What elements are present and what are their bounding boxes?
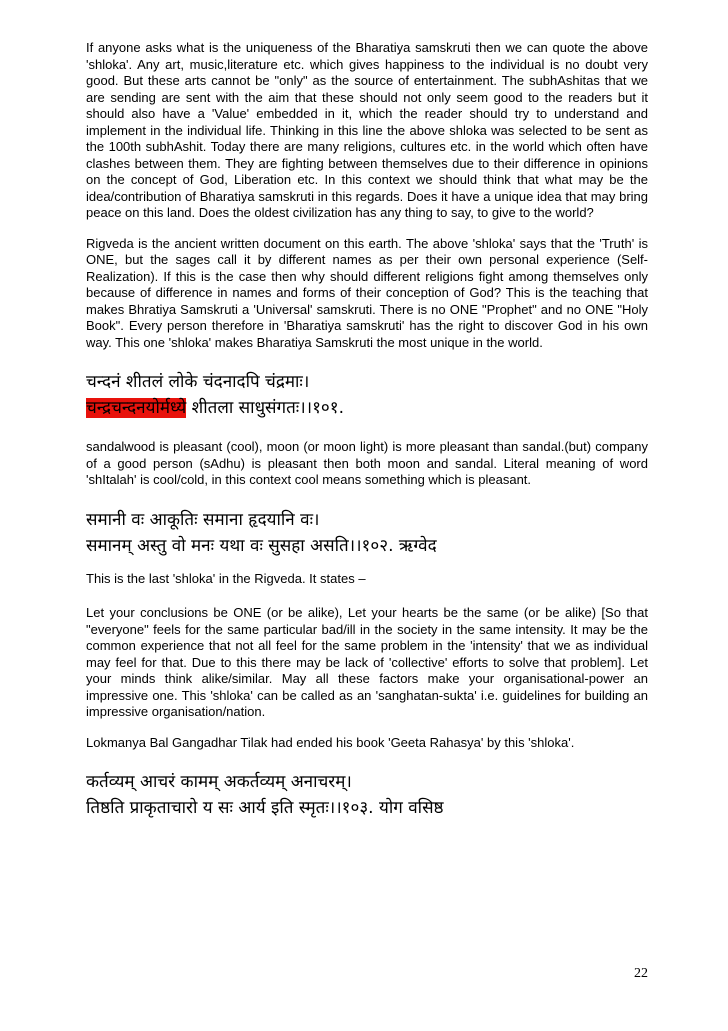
paragraph-last-shloka: This is the last 'shloka' in the Rigveda. It states – bbox=[86, 570, 366, 586]
shloka-102-line-1: समानी वः आकूतिः समाना हृदयानि वः। bbox=[86, 509, 320, 530]
paragraph-uniqueness: If anyone asks what is the uniqueness of the Bharatiya samskruti then we can quote the above 'shloka'. Any art, music,literature etc. which gives happiness to the individual is no doubt very good. But these arts cannot be "only" as the source of entertainment. The subhAshitas that we are sending are sent with the aim that these should not only seem good to the readers but it should also have a 'Value' embedded in it, which the reader should try to understand and implement in the individual life. Thinking in this line the above shloka was selected to be sent as the 100th subhAshit. Today there are many religions, cultures etc. in the world which often have clashes between them. They are fighting between themselves due to their difference in opinions on the concept of God, Liberation etc. In this context we should think that what may be the idea/contribution of Bharatiya samskruti in this regards. Does it have a unique idea that may bring peace on this land. Does the oldest civilization has any thing to say, to give to the world? bbox=[86, 40, 648, 220]
shloka-101-line-2-rest: शीतला साधुसंगतः।।१०१. bbox=[186, 398, 345, 418]
shloka-102-line-2: समानम् अस्तु वो मनः यथा वः सुसहा असति।।१०२. ऋग्वेद bbox=[86, 535, 437, 556]
shloka-101-line-2 bbox=[86, 395, 648, 421]
shloka-101-highlighted-phrase: चन्द्रचन्दनयोर्मध्ये bbox=[86, 398, 187, 418]
page-number: 22 bbox=[634, 966, 648, 981]
shloka-101-line-1: चन्दनं शीतलं लोके चंदनादपि चंद्रमाः। bbox=[86, 372, 310, 392]
shloka-103-line-2: तिष्ठति प्राकृताचारो य सः आर्य इति स्मृतः।।१०३. योग वसिष्ठ bbox=[86, 798, 444, 818]
paragraph-sandalwood: sandalwood is pleasant (cool), moon (or moon light) is more pleasant than sandal.(but) company of a good person (sAdhu) is pleasant then both moon and sandal. Literal meaning of word 'shItalah' is cool/cold, in this context cool means something which is pleasant. bbox=[86, 439, 648, 487]
paragraph-conclusions: Let your conclusions be ONE (or be alike), Let your hearts be the same (or be alike) [So that "everyone" feels for the same particular bad/ill in the society in the same intensity. It may be the common experience that not all feel for the same problem in the 'intensity' that we as individual may feel for that. Due to this there may be lack of 'collective' efforts to solve that problem]. Let your minds think alike/similar. May all these factors make your organisational-power an impressive one. This 'shloka' can be called as an 'sanghatan-sukta' i.e. guidelines for building an impressive organisation/nation. bbox=[86, 605, 648, 719]
paragraph-tilak: Lokmanya Bal Gangadhar Tilak had ended his book 'Geeta Rahasya' by this 'shloka'. bbox=[86, 734, 575, 750]
paragraph-rigveda: Rigveda is the ancient written document on this earth. The above 'shloka' says that the 'Truth' is ONE, but the sages call it by different names as per their own personal experience (Self-Realization). If this is the case then why should different religions fight among themselves only because of difference in names and forms of their conception of God? This is the teaching that makes Bhratiya Samskruti a 'Universal' samskruti. There is no ONE "Prophet" and no ONE "Holy Book". Every person therefore in 'Bharatiya samskruti' has the right to discover God in his own way. This one 'shloka' makes Bharatiya Samskruti the most unique in the world. bbox=[86, 235, 648, 350]
shloka-103-line-1: कर्तव्यम् आचरं कामम् अकर्तव्यम् अनाचरम्। bbox=[86, 772, 352, 792]
document-page bbox=[86, 40, 648, 821]
